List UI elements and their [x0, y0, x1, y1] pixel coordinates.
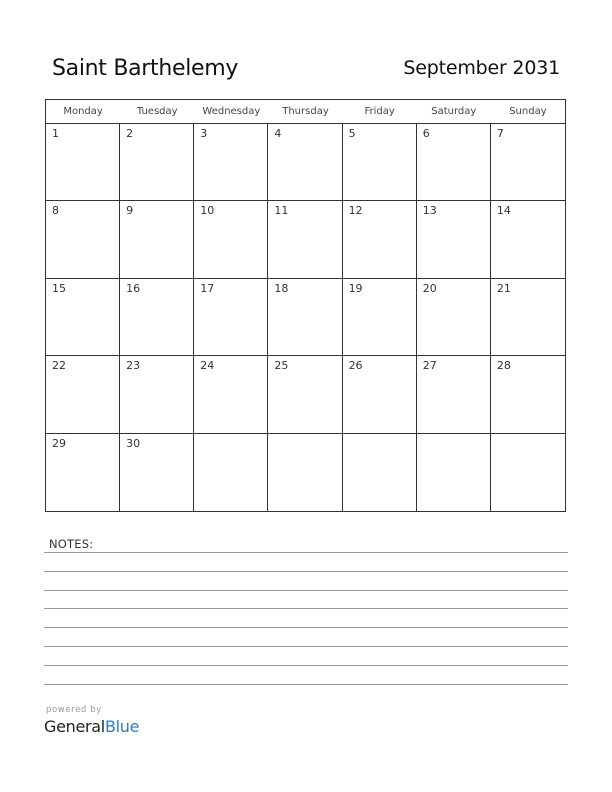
notes-line [44, 552, 568, 553]
day-cell-18 [268, 279, 342, 356]
day-number: 21 [496, 281, 511, 295]
day-number: 15 [52, 281, 66, 295]
day-cell-30 [120, 434, 194, 511]
day-cell-7 [491, 124, 565, 201]
day-number: 24 [200, 359, 215, 373]
generalblue-logo [44, 717, 139, 736]
day-cell-8 [46, 201, 120, 278]
notes-line [44, 646, 568, 647]
notes-line [44, 665, 568, 666]
day-number: 27 [422, 359, 437, 373]
day-number: 9 [126, 204, 134, 218]
day-cell-6 [417, 124, 491, 201]
weekday-header-wednesday: Wednesday [194, 100, 268, 124]
weekday-header-friday: Friday [343, 100, 417, 124]
day-cell-empty [491, 434, 565, 511]
day-cell-28 [491, 356, 565, 433]
day-number: 29 [52, 436, 66, 450]
weekday-header-sunday: Sunday [491, 100, 565, 124]
calendar-grid [45, 99, 566, 512]
day-cell-2 [120, 124, 194, 201]
day-number: 30 [126, 436, 141, 450]
day-cell-12 [343, 201, 417, 278]
day-number: 12 [348, 204, 363, 218]
day-cell-22 [46, 356, 120, 433]
brand-general: General [44, 717, 105, 736]
day-cell-4 [268, 124, 342, 201]
day-number: 5 [348, 127, 356, 140]
day-number: 17 [200, 281, 215, 295]
day-cell-26 [343, 356, 417, 433]
day-cell-29 [46, 434, 120, 511]
day-cell-19 [343, 279, 417, 356]
day-number: 3 [200, 127, 208, 140]
weekday-header-monday: Monday [46, 100, 120, 124]
day-cell-3 [194, 124, 268, 201]
day-cell-empty [194, 434, 268, 511]
day-cell-5 [343, 124, 417, 201]
weekday-header-saturday: Saturday [417, 100, 491, 124]
day-number: 28 [496, 359, 511, 373]
day-number: 4 [274, 127, 282, 140]
day-cell-25 [268, 356, 342, 433]
day-cell-27 [417, 356, 491, 433]
day-cell-10 [194, 201, 268, 278]
day-cell-empty [343, 434, 417, 511]
day-cell-empty [417, 434, 491, 511]
day-number: 26 [348, 359, 363, 373]
day-number: 2 [126, 127, 134, 140]
day-cell-23 [120, 356, 194, 433]
notes-line [44, 590, 568, 591]
notes-label: NOTES: [49, 537, 94, 551]
day-cell-1 [46, 124, 120, 201]
day-cell-11 [268, 201, 342, 278]
notes-line [44, 571, 568, 572]
day-number: 20 [422, 281, 437, 295]
day-number: 6 [422, 127, 430, 140]
day-number: 10 [200, 204, 215, 218]
day-cell-16 [120, 279, 194, 356]
day-cell-14 [491, 201, 565, 278]
day-number: 23 [126, 359, 141, 373]
day-cell-21 [491, 279, 565, 356]
day-cell-15 [46, 279, 120, 356]
day-cell-13 [417, 201, 491, 278]
calendar-title: Saint Barthelemy [52, 56, 239, 81]
notes-line [44, 684, 568, 685]
day-number: 1 [52, 127, 59, 140]
day-cell-17 [194, 279, 268, 356]
day-cell-20 [417, 279, 491, 356]
day-cell-24 [194, 356, 268, 433]
calendar-month: September 2031 [403, 57, 560, 79]
day-number: 7 [496, 127, 504, 140]
day-number: 18 [274, 281, 289, 295]
day-cell-empty [268, 434, 342, 511]
day-number: 13 [422, 204, 437, 218]
weekday-header-thursday: Thursday [268, 100, 342, 124]
day-number: 22 [52, 359, 66, 373]
day-number: 14 [496, 204, 511, 218]
brand-blue: Blue [104, 717, 140, 736]
day-number: 25 [274, 359, 289, 373]
powered-by-text: powered by [46, 705, 102, 715]
notes-line [44, 627, 568, 628]
day-number: 11 [274, 204, 289, 218]
notes-line [44, 608, 568, 609]
day-number: 19 [348, 281, 363, 295]
weekday-header-tuesday: Tuesday [120, 100, 194, 124]
day-cell-9 [120, 201, 194, 278]
day-number: 8 [52, 204, 59, 218]
day-number: 16 [126, 281, 141, 295]
